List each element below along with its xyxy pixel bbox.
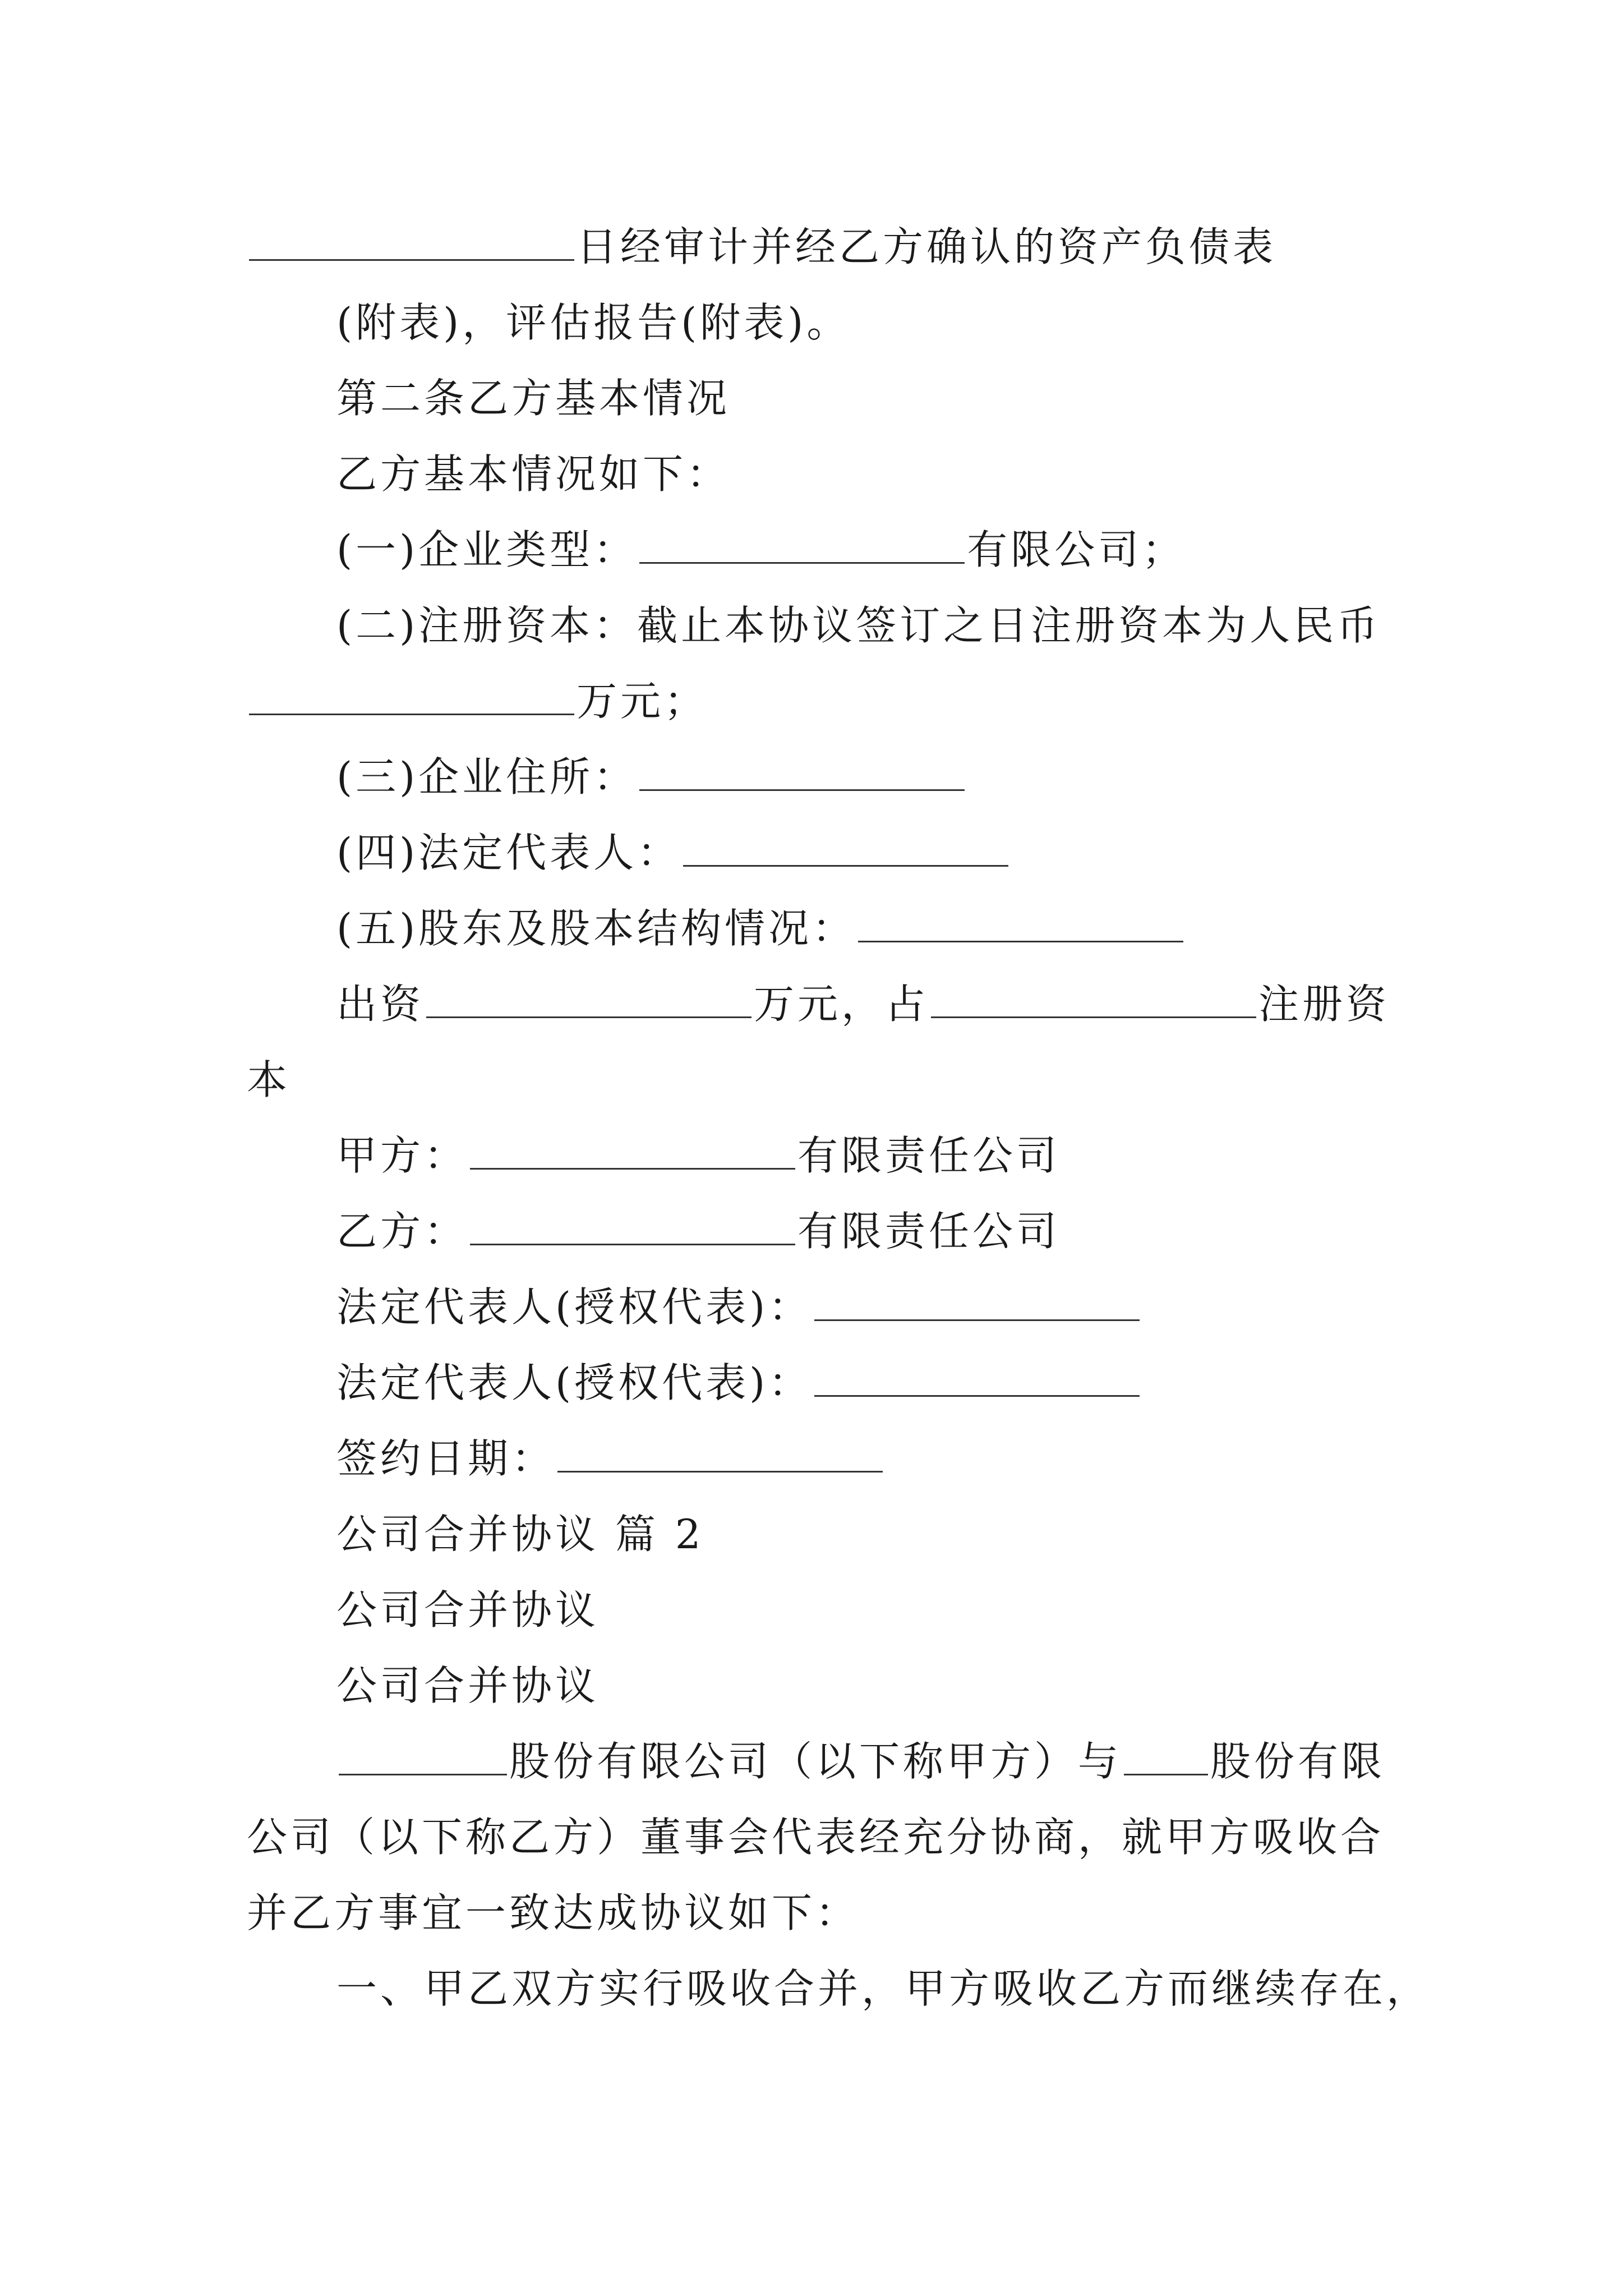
text-line: 一、甲乙双方实行吸收合并，甲方吸收乙方而继续存在， — [336, 1965, 1431, 2012]
blank-field — [339, 1734, 507, 1775]
text-segment: 万元； — [577, 678, 708, 725]
blank-field — [858, 901, 1183, 942]
text-segment: 注册资 — [1258, 981, 1390, 1028]
text-segment: 股份有限 — [1210, 1738, 1386, 1785]
blank-field — [426, 977, 751, 1018]
blank-field — [1124, 1734, 1208, 1775]
field-label: 法定代表人(授权代表)： — [336, 1283, 813, 1331]
field-label: (一)企业类型： — [336, 526, 638, 573]
text-line — [336, 1430, 885, 1487]
blank-field — [814, 1356, 1140, 1397]
text-line — [336, 1128, 1060, 1184]
text-line: 乙方基本情况如下： — [336, 450, 731, 498]
field-label: (五)股东及股本结构情况： — [336, 905, 856, 952]
blank-field — [249, 674, 574, 715]
blank-field — [931, 977, 1256, 1018]
text-line — [336, 1203, 1060, 1259]
text-line — [336, 522, 1186, 578]
text-line: (附表)，评估报告(附表)。 — [336, 299, 851, 346]
blank-field — [639, 750, 965, 791]
field-label: (三)企业住所： — [336, 753, 638, 800]
section-heading: 公司合并协议 — [336, 1662, 600, 1709]
text-line — [247, 219, 1276, 275]
text-segment: 股份有限公司（以下称甲方）与 — [509, 1738, 1122, 1785]
text-segment: 有限责任公司 — [797, 1208, 1061, 1255]
text-segment: 万元，占 — [754, 981, 929, 1028]
text-line — [336, 825, 1011, 881]
blank-field — [470, 1204, 795, 1245]
field-label: (四)法定代表人： — [336, 829, 681, 876]
blank-field — [814, 1280, 1140, 1321]
text-line — [336, 1279, 1142, 1335]
text-segment: 出资 — [336, 981, 425, 1028]
field-label: 甲方： — [336, 1132, 468, 1179]
text-line: (二)注册资本：截止本协议签订之日注册资本为人民币 — [336, 602, 1381, 649]
blank-field — [639, 523, 965, 564]
text-segment: 有限公司； — [967, 526, 1186, 573]
field-label: 乙方： — [336, 1208, 468, 1255]
text-segment: 日经审计并经乙方确认的资产负债表 — [577, 223, 1277, 270]
text-line: 公司（以下称乙方）董事会代表经充分协商，就甲方吸收合 — [247, 1814, 1385, 1861]
text-line: 并乙方事宜一致达成协议如下： — [247, 1889, 860, 1936]
section-heading: 第二条乙方基本情况 — [336, 375, 731, 422]
blank-field — [249, 220, 574, 261]
text-line — [247, 673, 708, 729]
text-line — [336, 900, 1186, 956]
field-label: 法定代表人(授权代表)： — [336, 1359, 813, 1406]
text-line: 本 — [247, 1056, 291, 1103]
section-heading: 公司合并协议 — [336, 1586, 600, 1634]
blank-field — [683, 826, 1008, 867]
text-line — [336, 1733, 1385, 1789]
blank-field — [470, 1129, 795, 1170]
blank-field — [557, 1432, 883, 1473]
field-label: 签约日期： — [336, 1435, 556, 1482]
text-line — [336, 1355, 1142, 1411]
text-line — [336, 749, 967, 805]
text-line — [336, 976, 1390, 1032]
text-segment: 有限责任公司 — [797, 1132, 1061, 1179]
section-heading: 公司合并协议 篇 2 — [336, 1511, 704, 1558]
